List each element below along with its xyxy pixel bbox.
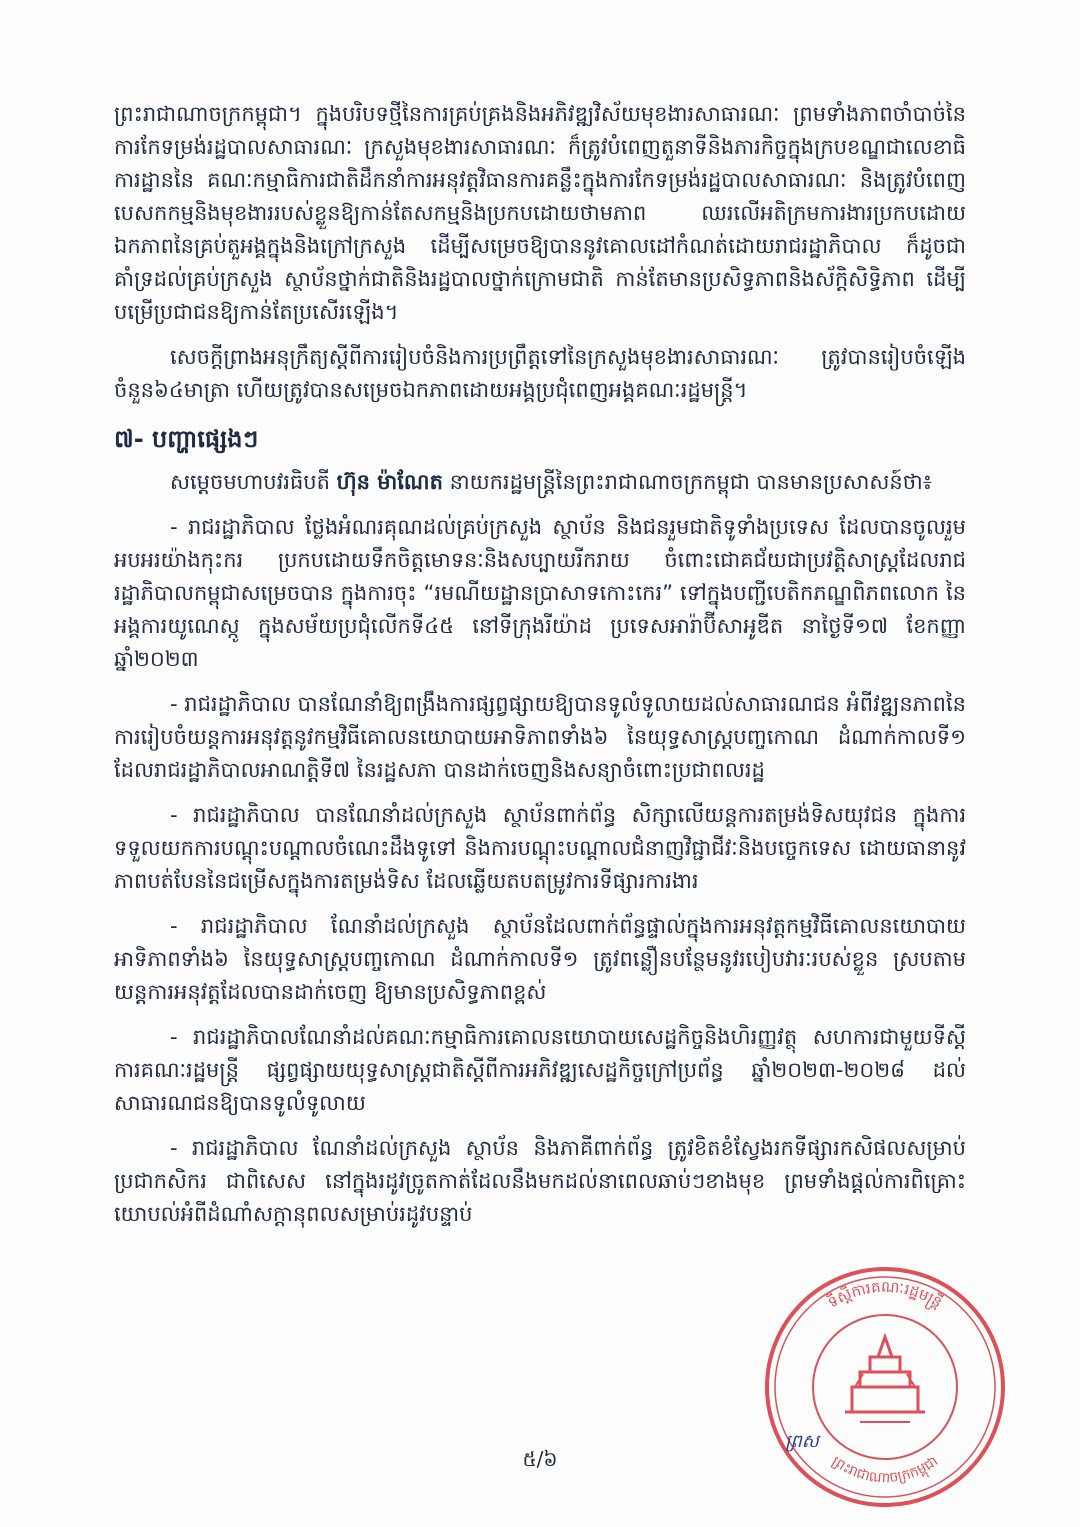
bullet-item-2: - រាជរដ្ឋាភិបាល បានណែនាំឱ្យពង្រឹងការផ្សព្វផ្សាយឱ្យបានទូលំទូលាយដល់សាធារណជន អំពីវឌ្ឍនភាពនៃការរៀបចំយន្តការអនុវត្តនូវកម្មវិធីគោលនយោបាយអាទិភាពទាំង៦ នៃយុទ្ធសាស្ត្របញ្ចកោណ ដំណាក់កាលទី១ ដែលរាជរដ្ឋាភិបាលអាណត្តិទី៧ នៃរដ្ឋសភា បានដាក់ចេញនិងសន្យាចំពោះប្រជាពលរដ្ឋ xyxy=(114,692,966,782)
bullet-item-3: - រាជរដ្ឋាភិបាល បានណែនាំដល់ក្រសួង ស្ថាប័នពាក់ព័ន្ធ សិក្សាលើយន្តការតម្រង់ទិសយុវជន ក្នុងការទទួលយកការបណ្តុះបណ្តាលចំណេះដឹងទូទៅ និងការបណ្តុះបណ្តាលជំនាញវិជ្ជាជីវៈនិងបច្ចេកទេស ដោយធានានូវភាពបត់បែននៃជម្រើសក្នុងការតម្រង់ទិស ដែលឆ្លើយតបតម្រូវការទីផ្សារការងារ xyxy=(114,803,966,893)
signature-initials: ព្រស xyxy=(785,1431,819,1452)
paragraph-context: ព្រះរាជាណាចក្រកម្ពុជា។ ក្នុងបរិបទថ្មីនៃការគ្រប់គ្រងនិងអភិវឌ្ឍវិស័យមុខងារសាធារណៈ ព្រមទាំងភាពចាំបាច់នៃការកែទម្រង់រដ្ឋបាលសាធារណៈ ក្រសួងមុខងារសាធារណៈ ក៏ត្រូវបំពេញតួនាទីនិងភារកិច្ចក្នុងក្របខណ្ឌជាលេខាធិការដ្ឋាននៃ គណៈកម្មាធិការជាតិដឹកនាំការអនុវត្តវិធានការគន្លឹះក្នុងការកែទម្រង់រដ្ឋបាលសាធារណៈ និងត្រូវបំពេញបេសកកម្មនិងមុខងាររបស់ខ្លួនឱ្យកាន់តែសកម្មនិងប្រកបដោយថាមភាព ឈរលើអតិក្រមការងារប្រកបដោយឯកភាពនៃគ្រប់តួអង្គក្នុងនិងក្រៅក្រសួង ដើម្បីសម្រេចឱ្យបាននូវគោលដៅកំណត់ដោយរាជរដ្ឋាភិបាល ក៏ដូចជាគាំទ្រដល់គ្រប់ក្រសួង ស្ថាប័នថ្នាក់ជាតិនិងរដ្ឋបាលថ្នាក់ក្រោមជាតិ កាន់តែមានប្រសិទ្ធភាពនិងស័ក្តិសិទ្ធិភាព ដើម្បីបម្រើប្រជាជនឱ្យកាន់តែប្រសើរឡើង។ xyxy=(114,102,966,324)
section-heading: ៧- បញ្ហាផ្សេងៗ xyxy=(114,425,259,453)
bullet-item-6: - រាជរដ្ឋាភិបាល ណែនាំដល់ក្រសួង ស្ថាប័ន និងភាគីពាក់ព័ន្ធ ត្រូវខិតខំស្វែងរកទីផ្សារកសិផលសម្រាប់ប្រជាកសិករ ជាពិសេស នៅក្នុងរដូវច្រូតកាត់ដែលនឹងមកដល់នាពេលឆាប់ៗខាងមុខ ព្រមទាំងផ្តល់ការពិគ្រោះយោបល់អំពីដំណាំសក្តានុពលសម្រាប់រដូវបន្ទាប់ xyxy=(114,1136,966,1226)
prime-minister-name: ហ៊ុន ម៉ាណែត xyxy=(336,470,443,494)
intro-paragraph xyxy=(114,466,966,499)
bullet-item-1: - រាជរដ្ឋាភិបាល ថ្លែងអំណរគុណដល់គ្រប់ក្រសួង ស្ថាប័ន និងជនរួមជាតិទូទាំងប្រទេស ដែលបានចូលរួមអបអរយ៉ាងកុះករ ប្រកបដោយទឹកចិត្តមោទនៈនិងសប្បាយរីករាយ ចំពោះជោគជ័យជាប្រវត្តិសាស្ត្រដែលរាជរដ្ឋាភិបាលកម្ពុជាសម្រេចបាន ក្នុងការចុះ “រមណីយដ្ឋានប្រាសាទកោះកេរ” ទៅក្នុងបញ្ជីបេតិកភណ្ឌពិភពលោក នៃអង្គការយូណេស្កូ ក្នុងសម័យប្រជុំលើកទី៤៥ នៅទីក្រុងរីយ៉ាដ ប្រទេសអារ៉ាប៊ីសាអូឌីត នាថ្ងៃទី១៧ ខែកញ្ញា ឆ្នាំ២០២៣ xyxy=(114,515,966,671)
seal-text-bottom: ព្រះរាជាណាចក្រកម្ពុជា xyxy=(828,1453,942,1487)
paragraph-subdecree: សេចក្តីព្រាងអនុក្រឹត្យស្តីពីការរៀបចំនិងការប្រព្រឹត្តទៅនៃក្រសួងមុខងារសាធារណៈ ត្រូវបានរៀបចំឡើងចំនួន៦៤មាត្រា ហើយត្រូវបានសម្រេចឯកភាពដោយអង្គប្រជុំពេញអង្គគណៈរដ្ឋមន្ត្រី។ xyxy=(114,345,966,402)
document-body xyxy=(114,98,966,1243)
bullet-item-4: - រាជរដ្ឋាភិបាល ណែនាំដល់ក្រសួង ស្ថាប័នដែលពាក់ព័ន្ធផ្ទាល់ក្នុងការអនុវត្តកម្មវិធីគោលនយោបាយអាទិភាពទាំង៦ នៃយុទ្ធសាស្ត្របញ្ចកោណ ដំណាក់កាលទី១ ត្រូវពន្លឿនបន្ថែមនូវរបៀបវារៈរបស់ខ្លួន ស្របតាមយន្តការអនុវត្តដែលបានដាក់ចេញ ឱ្យមានប្រសិទ្ធភាពខ្ពស់ xyxy=(114,914,966,1004)
page-number: ៥/៦ xyxy=(522,1447,558,1471)
intro-suffix: នាយករដ្ឋមន្ត្រីនៃព្រះរាជាណាចក្រកម្ពុជា បានមានប្រសាសន៍ថា៖ xyxy=(442,470,932,494)
bullet-item-5: - រាជរដ្ឋាភិបាលណែនាំដល់គណៈកម្មាធិការគោលនយោបាយសេដ្ឋកិច្ចនិងហិរញ្ញវត្ថុ សហការជាមួយទីស្តីការគណៈរដ្ឋមន្ត្រី ផ្សព្វផ្សាយយុទ្ធសាស្ត្រជាតិស្តីពីការអភិវឌ្ឍសេដ្ឋកិច្ចក្រៅប្រព័ន្ធ ឆ្នាំ២០២៣-២០២៨ ដល់សាធារណជនឱ្យបានទូលំទូលាយ xyxy=(114,1025,966,1115)
seal-text-top: ទីស្តីការគណៈរដ្ឋមន្ត្រី xyxy=(824,1277,946,1312)
intro-prefix: សម្តេចមហាបវរធិបតី xyxy=(170,470,337,494)
